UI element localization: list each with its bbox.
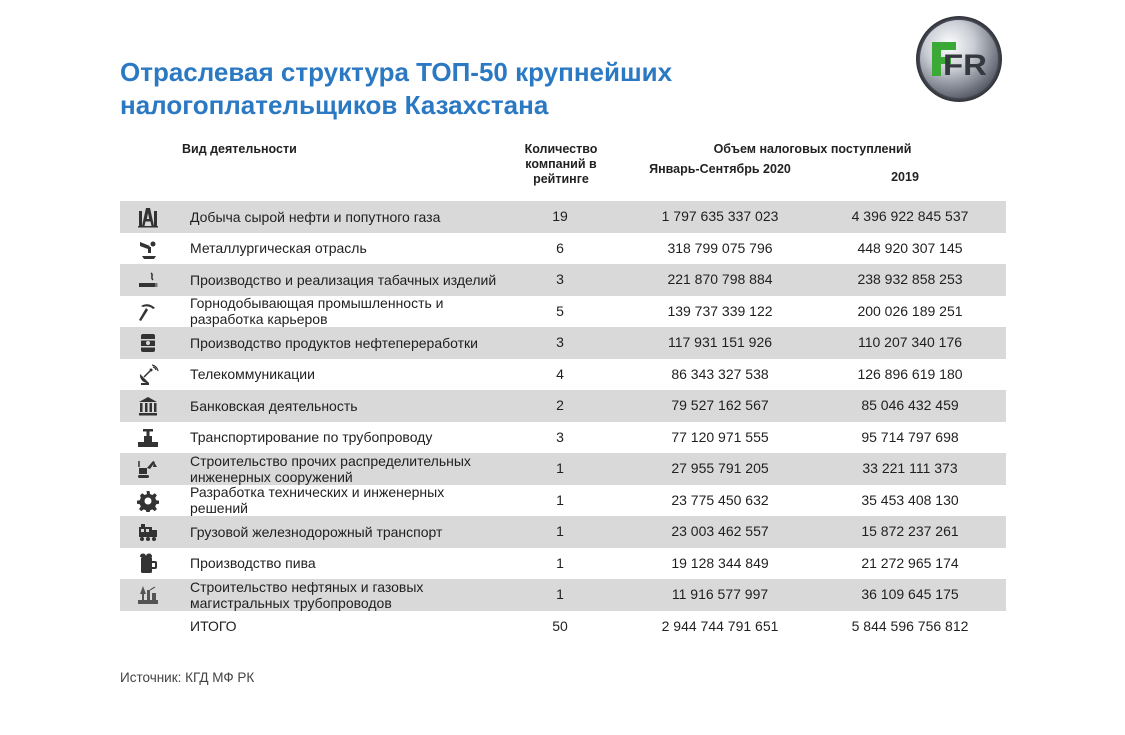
- industry-name: Производство пива: [190, 555, 316, 572]
- industry-name: Производство продуктов нефтепереработки: [190, 334, 478, 351]
- total-2019: 5 844 596 756 812: [851, 617, 969, 634]
- company-count: 6: [556, 239, 564, 256]
- tax-2020: 139 737 339 122: [667, 302, 773, 319]
- tax-2020: 1 797 635 337 023: [661, 208, 779, 224]
- tax-2019: 126 896 619 180: [857, 365, 963, 382]
- industry-name: Разработка технических и инженерных решений: [190, 484, 445, 517]
- table-row: [120, 201, 1006, 233]
- fr-logo: [914, 14, 1004, 104]
- total-label: ИТОГО: [190, 618, 237, 635]
- header-period: Январь-Сентябрь 2020: [649, 162, 791, 176]
- company-count: 19: [552, 208, 568, 224]
- industry-name: Металлургическая отрасль: [190, 240, 367, 257]
- tax-2019: 35 453 408 130: [861, 491, 959, 508]
- title-line-1: Отраслевая структура ТОП-50 крупнейших: [120, 57, 673, 87]
- tax-2020: 86 343 327 538: [671, 365, 769, 382]
- company-count: 1: [556, 586, 564, 602]
- company-count: 1: [556, 523, 564, 539]
- industry-name: Грузовой железнодорожный транспорт: [190, 523, 443, 540]
- oil-derrick-icon: [137, 206, 159, 228]
- tax-2020: 19 128 344 849: [671, 554, 769, 571]
- table-row: [120, 296, 1006, 328]
- table-row: [120, 327, 1006, 359]
- excavator-icon: [137, 458, 159, 480]
- tax-2020: 221 870 798 884: [667, 271, 773, 287]
- beer-mug-icon: [137, 553, 159, 575]
- pickaxe-icon: [137, 301, 159, 323]
- tax-2020: 318 799 075 796: [667, 239, 773, 256]
- title-line-2: налогоплательщиков Казахстана: [120, 90, 549, 120]
- table-row: [120, 579, 1006, 611]
- gear-icon: [137, 490, 159, 512]
- table-row: [120, 548, 1006, 580]
- tax-2020: 23 775 450 632: [671, 491, 769, 508]
- satellite-dish-icon: [137, 364, 159, 386]
- company-count: 4: [556, 365, 564, 382]
- table-row: [120, 390, 1006, 422]
- total-count: 50: [552, 617, 568, 634]
- company-count: 5: [556, 302, 564, 319]
- company-count: 3: [556, 334, 564, 350]
- tax-2020: 117 931 151 926: [667, 334, 773, 350]
- table-row: [120, 453, 1006, 485]
- industry-name: Горнодобывающая промышленность и разработка карьеров: [190, 295, 444, 328]
- tax-2020: 23 003 462 557: [671, 523, 769, 539]
- tax-2019: 448 920 307 145: [857, 239, 963, 256]
- tax-2020: 79 527 162 567: [671, 397, 769, 413]
- header-activity: Вид деятельности: [182, 142, 297, 156]
- tax-2020: 11 916 577 997: [671, 586, 769, 602]
- table-row: [120, 359, 1006, 391]
- table-row: [120, 516, 1006, 548]
- industry-name: Транспортирование по трубопроводу: [190, 429, 433, 446]
- industry-name: Банковская деятельность: [190, 397, 358, 414]
- cigarette-icon: [137, 269, 159, 291]
- industry-name: Строительство прочих распределительных инженерных сооружений: [190, 452, 471, 485]
- company-count: 1: [556, 554, 564, 571]
- table-total-row: [120, 611, 1006, 643]
- header-year: 2019: [891, 170, 919, 184]
- table-row: [120, 264, 1006, 296]
- train-icon: [137, 521, 159, 543]
- industry-name: Производство и реализация табачных изделий: [190, 271, 497, 288]
- industry-name: Добыча сырой нефти и попутного газа: [190, 208, 441, 225]
- source-note: Источник: КГД МФ РК: [120, 670, 255, 685]
- logo-text: FR: [943, 49, 988, 82]
- metallurgy-icon: [137, 238, 159, 260]
- oil-barrel-icon: [137, 332, 159, 354]
- table-row: [120, 422, 1006, 454]
- industry-table: [120, 201, 1006, 642]
- table-row: [120, 233, 1006, 265]
- tax-2019: 21 272 965 174: [861, 554, 959, 571]
- gas-pipeline-construction-icon: [137, 584, 159, 606]
- tax-2019: 238 932 858 253: [857, 271, 963, 287]
- bank-icon: [137, 395, 159, 417]
- industry-name: Строительство нефтяных и газовых магистральных трубопроводов: [190, 578, 424, 611]
- tax-2019: 33 221 111 373: [862, 460, 958, 476]
- tax-2019: 95 714 797 698: [861, 428, 959, 445]
- header-volume: Объем налоговых поступлений: [713, 142, 912, 156]
- page-title: [120, 56, 860, 122]
- tax-2019: 200 026 189 251: [857, 302, 963, 319]
- tax-2020: 77 120 971 555: [671, 428, 769, 445]
- company-count: 3: [556, 428, 564, 445]
- tax-2019: 110 207 340 176: [857, 334, 963, 350]
- table-row: [120, 485, 1006, 517]
- company-count: 1: [556, 491, 564, 508]
- tax-2019: 4 396 922 845 537: [851, 208, 969, 224]
- industry-name: Телекоммуникации: [190, 366, 315, 383]
- company-count: 1: [556, 460, 564, 476]
- total-2020: 2 944 744 791 651: [661, 617, 779, 634]
- tax-2019: 15 872 237 261: [861, 523, 959, 539]
- pipeline-valve-icon: [137, 427, 159, 449]
- company-count: 2: [556, 397, 564, 413]
- header-count: Количество компаний в рейтинге: [524, 142, 598, 186]
- tax-2019: 85 046 432 459: [861, 397, 959, 413]
- company-count: 3: [556, 271, 564, 287]
- tax-2020: 27 955 791 205: [671, 460, 769, 476]
- tax-2019: 36 109 645 175: [861, 586, 959, 602]
